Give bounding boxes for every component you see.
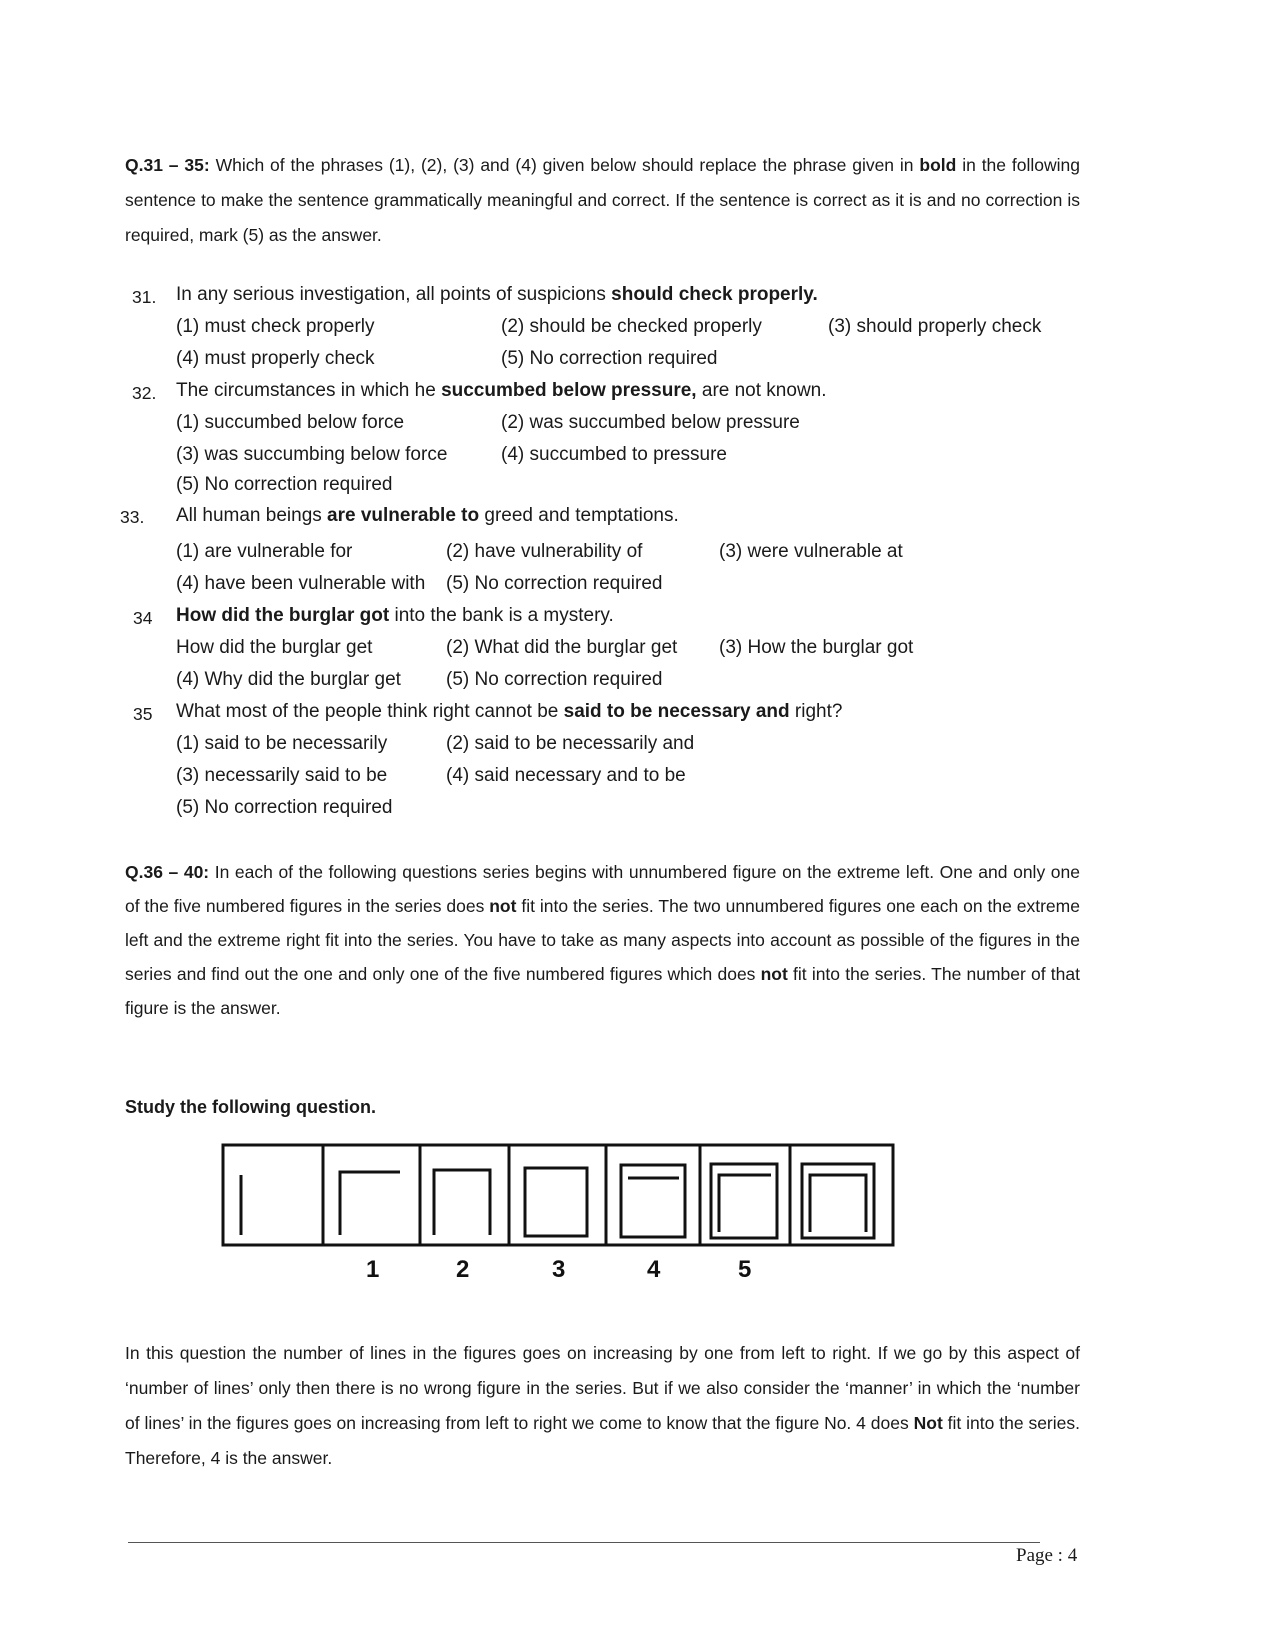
question-stem: How did the burglar got into the bank is a mystery. [176, 605, 614, 626]
instructions-label: Q.36 – 40: [125, 862, 210, 882]
question-number: 35 [133, 704, 153, 724]
option: (2) What did the burglar get [446, 637, 678, 658]
option: (1) must check properly [176, 316, 375, 337]
figure-number-label: 4 [647, 1256, 661, 1283]
explanation-paragraph: In this question the number of lines in the figures goes on increasing by one from left to right. If we go by this aspect of ‘number of lines’ only then there is no wrong figure in the series. But if we also consider the ‘manner’ in which the ‘number of lines’ in the figures goes on increasing from left to right we come to know that the figure No. 4 does Not fit into the series. Therefore, 4 is the answer. [125, 1343, 1080, 1468]
figure-number-label: 1 [366, 1256, 380, 1283]
option: (3) were vulnerable at [719, 541, 903, 562]
figure-number-label: 5 [738, 1256, 752, 1283]
option: (3) How the burglar got [719, 637, 914, 658]
instructions-text: in the following sentence to make the sentence grammatically meaningful and correct. If the sentence is correct as it is and no correction is required, mark (5) as the answer. [125, 155, 1080, 245]
option: (1) said to be necessarily [176, 733, 388, 754]
figure-1 [340, 1172, 400, 1235]
figure-series [220, 1142, 900, 1292]
option: (3) should properly check [828, 316, 1042, 337]
option: (5) No correction required [176, 474, 393, 495]
option: (4) succumbed to pressure [501, 444, 727, 465]
option: (3) was succumbing below force [176, 444, 448, 465]
option: (2) should be checked properly [501, 316, 762, 337]
question-stem: In any serious investigation, all points of suspicions should check properly. [176, 284, 818, 305]
instructions-36-40: Q.36 – 40: In each of the following questions series begins with unnumbered figure on the extreme left. One and only one of the five numbered figures in the series does not fit into the series. The two unnumbered figures one each on the extreme left and the extreme right fit into the series. You have to take as many aspects into account as possible of the figures in the series and find out the one and only one of the five numbered figures which does not fit into the series. The number of that figure is the answer. [125, 862, 1080, 1018]
figure-number-label: 2 [456, 1256, 470, 1283]
figure-5 [711, 1164, 777, 1238]
option: (1) succumbed below force [176, 412, 405, 433]
figure-unnumbered-right [802, 1164, 874, 1238]
option: (5) No correction required [501, 348, 718, 369]
question-number: 32. [132, 383, 157, 403]
option: (4) Why did the burglar get [176, 669, 401, 690]
study-heading: Study the following question. [125, 1097, 376, 1117]
option: (2) was succumbed below pressure [501, 412, 800, 433]
option: (5) No correction required [446, 669, 663, 690]
question-number: 31. [132, 287, 157, 307]
figure-4 [621, 1165, 685, 1237]
figure-2 [434, 1170, 490, 1235]
option: (5) No correction required [446, 573, 663, 594]
page-number: Page : 4 [1016, 1545, 1078, 1566]
figure-number-label: 3 [552, 1256, 566, 1283]
option: How did the burglar get [176, 637, 373, 658]
question-number: 34 [133, 608, 153, 628]
instructions-label: Q.31 – 35: [125, 155, 210, 175]
option: (2) have vulnerability of [446, 541, 643, 562]
question-stem: All human beings are vulnerable to greed and temptations. [176, 505, 679, 526]
option: (4) have been vulnerable with [176, 573, 426, 594]
option: (3) necessarily said to be [176, 765, 388, 786]
option: (5) No correction required [176, 797, 393, 818]
question-stem: What most of the people think right cannot be said to be necessary and right? [176, 701, 843, 722]
question-stem: The circumstances in which he succumbed below pressure, are not known. [176, 380, 827, 401]
instructions-text: Which of the phrases (1), (2), (3) and (4) given below should replace the phrase given in [209, 155, 920, 175]
option: (4) must properly check [176, 348, 375, 369]
option: (2) said to be necessarily and [446, 733, 695, 754]
option: (4) said necessary and to be [446, 765, 686, 786]
figure-3 [525, 1168, 587, 1236]
option: (1) are vulnerable for [176, 541, 353, 562]
instructions-31-35 [125, 148, 1080, 253]
question-number: 33. [120, 507, 145, 527]
footer-rule [128, 1542, 1040, 1543]
instructions-bold-word: bold [919, 155, 957, 175]
